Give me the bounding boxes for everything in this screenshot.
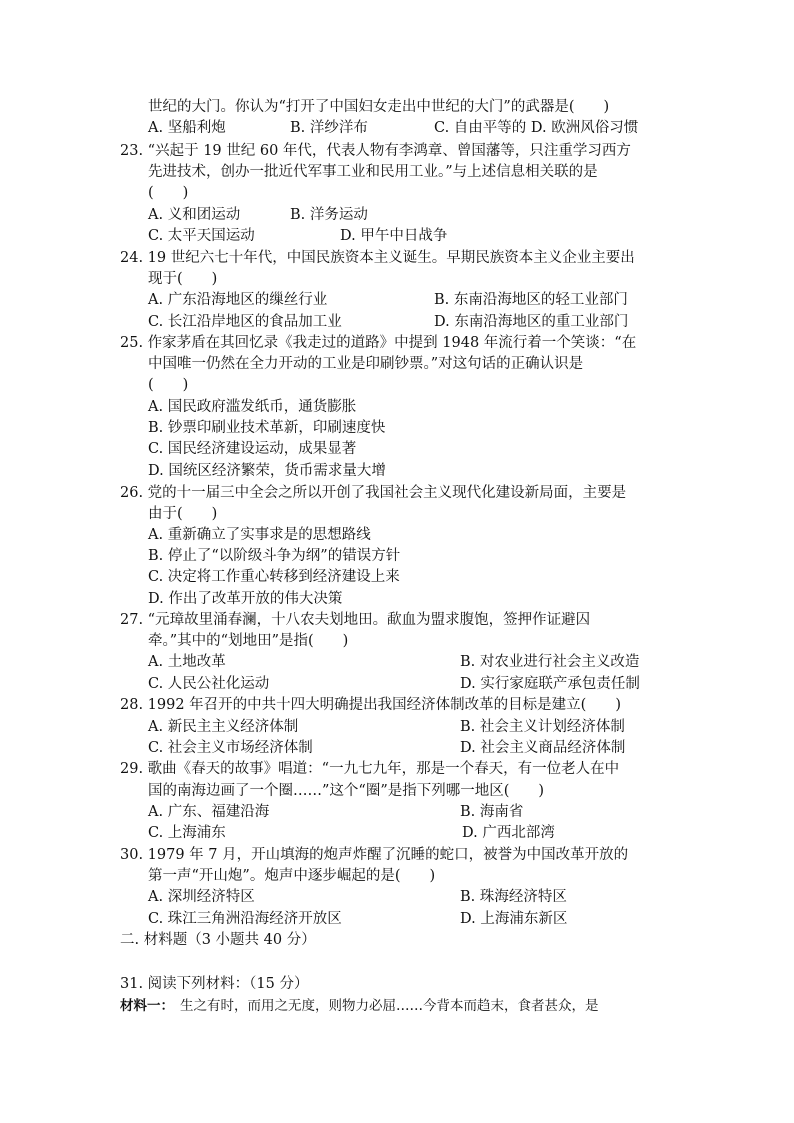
q30-options-cd: C. 珠江三角洲沿海经济开放区 D. 上海浦东新区 xyxy=(148,911,568,927)
q27-options-cd: C. 人民公社化运动 D. 实行家庭联产承包责任制 xyxy=(148,676,640,692)
q28-options-ab: A. 新民主主义经济体制 B. 社会主义计划经济体制 xyxy=(148,719,625,735)
q28-stem: 28. 1992 年召开的中共十四大明确提出我国经济体制改革的目标是建立( ) xyxy=(120,697,621,713)
q24-stem-line1: 24. 19 世纪六七十年代，中国民族资本主义诞生。早期民族资本主义企业主要出 xyxy=(120,250,635,266)
q31-material-one xyxy=(0,995,794,1017)
q24-options-cd: C. 长江沿岸地区的食品加工业 D. 东南沿海地区的重工业部门 xyxy=(148,314,629,330)
q31-stem: 31. 阅读下列材料：（15 分） xyxy=(120,976,309,992)
q26-option-c: C. 决定将工作重心转移到经济建设上来 xyxy=(148,569,400,585)
q25-option-b: B. 钞票印刷业技术革新，印刷速度快 xyxy=(148,420,386,436)
q23-options-cd: C. 太平天国运动 D. 甲午中日战争 xyxy=(148,228,448,244)
q28-options-cd: C. 社会主义市场经济体制 D. 社会主义商品经济体制 xyxy=(148,740,626,756)
q22-stem-continued: 世纪的大门。你认为“打开了中国妇女走出中世纪的大门”的武器是( ) xyxy=(148,99,610,115)
q23-answer-blank: ( ) xyxy=(148,185,189,201)
q29-options-cd: C. 上海浦东 D. 广西北部湾 xyxy=(148,825,555,841)
q25-option-d: D. 国统区经济繁荣，货币需求量大增 xyxy=(148,463,386,479)
q29-stem-line2: 国的南海边画了一个圈……”这个“圈”是指下列哪一地区( ) xyxy=(148,783,545,799)
q23-options-ab: A. 义和团运动 B. 洋务运动 xyxy=(148,207,368,223)
q26-stem-line2: 由于( ) xyxy=(148,506,218,522)
material-text: 生之有时，而用之无度，则物力必屈……今背本而趋末，食者甚众，是 xyxy=(180,998,599,1014)
q26-stem-line1: 26. 党的十一届三中全会之所以开创了我国社会主义现代化建设新局面，主要是 xyxy=(120,485,627,501)
q25-option-c: C. 国民经济建设运动，成果显著 xyxy=(148,441,357,457)
q24-options-ab: A. 广东沿海地区的缫丝行业 B. 东南沿海地区的轻工业部门 xyxy=(148,292,628,308)
q25-option-a: A. 国民政府滥发纸币，通货膨胀 xyxy=(148,399,357,415)
q27-stem-line1: 27. “元璋故里涌春澜，十八农夫划地田。歃血为盟求腹饱，签押作证避囚 xyxy=(120,612,591,628)
q27-options-ab: A. 土地改革 B. 对农业进行社会主义改造 xyxy=(148,654,640,670)
q29-options-ab: A. 广东、福建沿海 B. 海南省 xyxy=(148,804,524,820)
material-label: 材料一： xyxy=(120,998,174,1014)
q26-option-a: A. 重新确立了实事求是的思想路线 xyxy=(148,527,371,543)
q30-options-ab: A. 深圳经济特区 B. 珠海经济特区 xyxy=(148,889,567,905)
q25-answer-blank: ( ) xyxy=(148,377,189,393)
section-heading-materials: 二. 材料题（3 小题共 40 分） xyxy=(120,932,316,948)
q22-options: A. 坚船利炮 B. 洋纱洋布 C. 自由平等的 D. 欧洲风俗习惯 xyxy=(148,120,639,136)
q30-stem-line1: 30. 1979 年 7 月，开山填海的炮声炸醒了沉睡的蛇口，被誉为中国改革开放的 xyxy=(120,847,629,863)
q26-option-b: B. 停止了“以阶级斗争为纲”的错误方针 xyxy=(148,548,401,564)
q30-stem-line2: 第一声“开山炮”。炮声中逐步崛起的是( ) xyxy=(148,868,436,884)
q26-option-d: D. 作出了改革开放的伟大决策 xyxy=(148,591,343,607)
q27-stem-line2: 牵。”其中的“划地田”是指( ) xyxy=(148,633,349,649)
q29-stem-line1: 29. 歌曲《春天的故事》唱道：“一九七九年，那是一个春天，有一位老人在中 xyxy=(120,761,620,777)
q25-stem-line1: 25. 作家茅盾在其回忆录《我走过的道路》中提到 1948 年流行着一个笑谈：“在 xyxy=(120,335,637,351)
q24-stem-line2: 现于( ) xyxy=(148,271,218,287)
q23-stem-line1: 23. “兴起于 19 世纪 60 年代，代表人物有李鸿章、曾国藩等，只注重学习西方 xyxy=(120,143,631,159)
q25-stem-line2: 中国唯一仍然在全力开动的工业是印刷钞票。”对这句话的正确认识是 xyxy=(148,356,584,372)
q23-stem-line2: 先进技术，创办一批近代军事工业和民用工业。”与上述信息相关联的是 xyxy=(148,164,598,180)
